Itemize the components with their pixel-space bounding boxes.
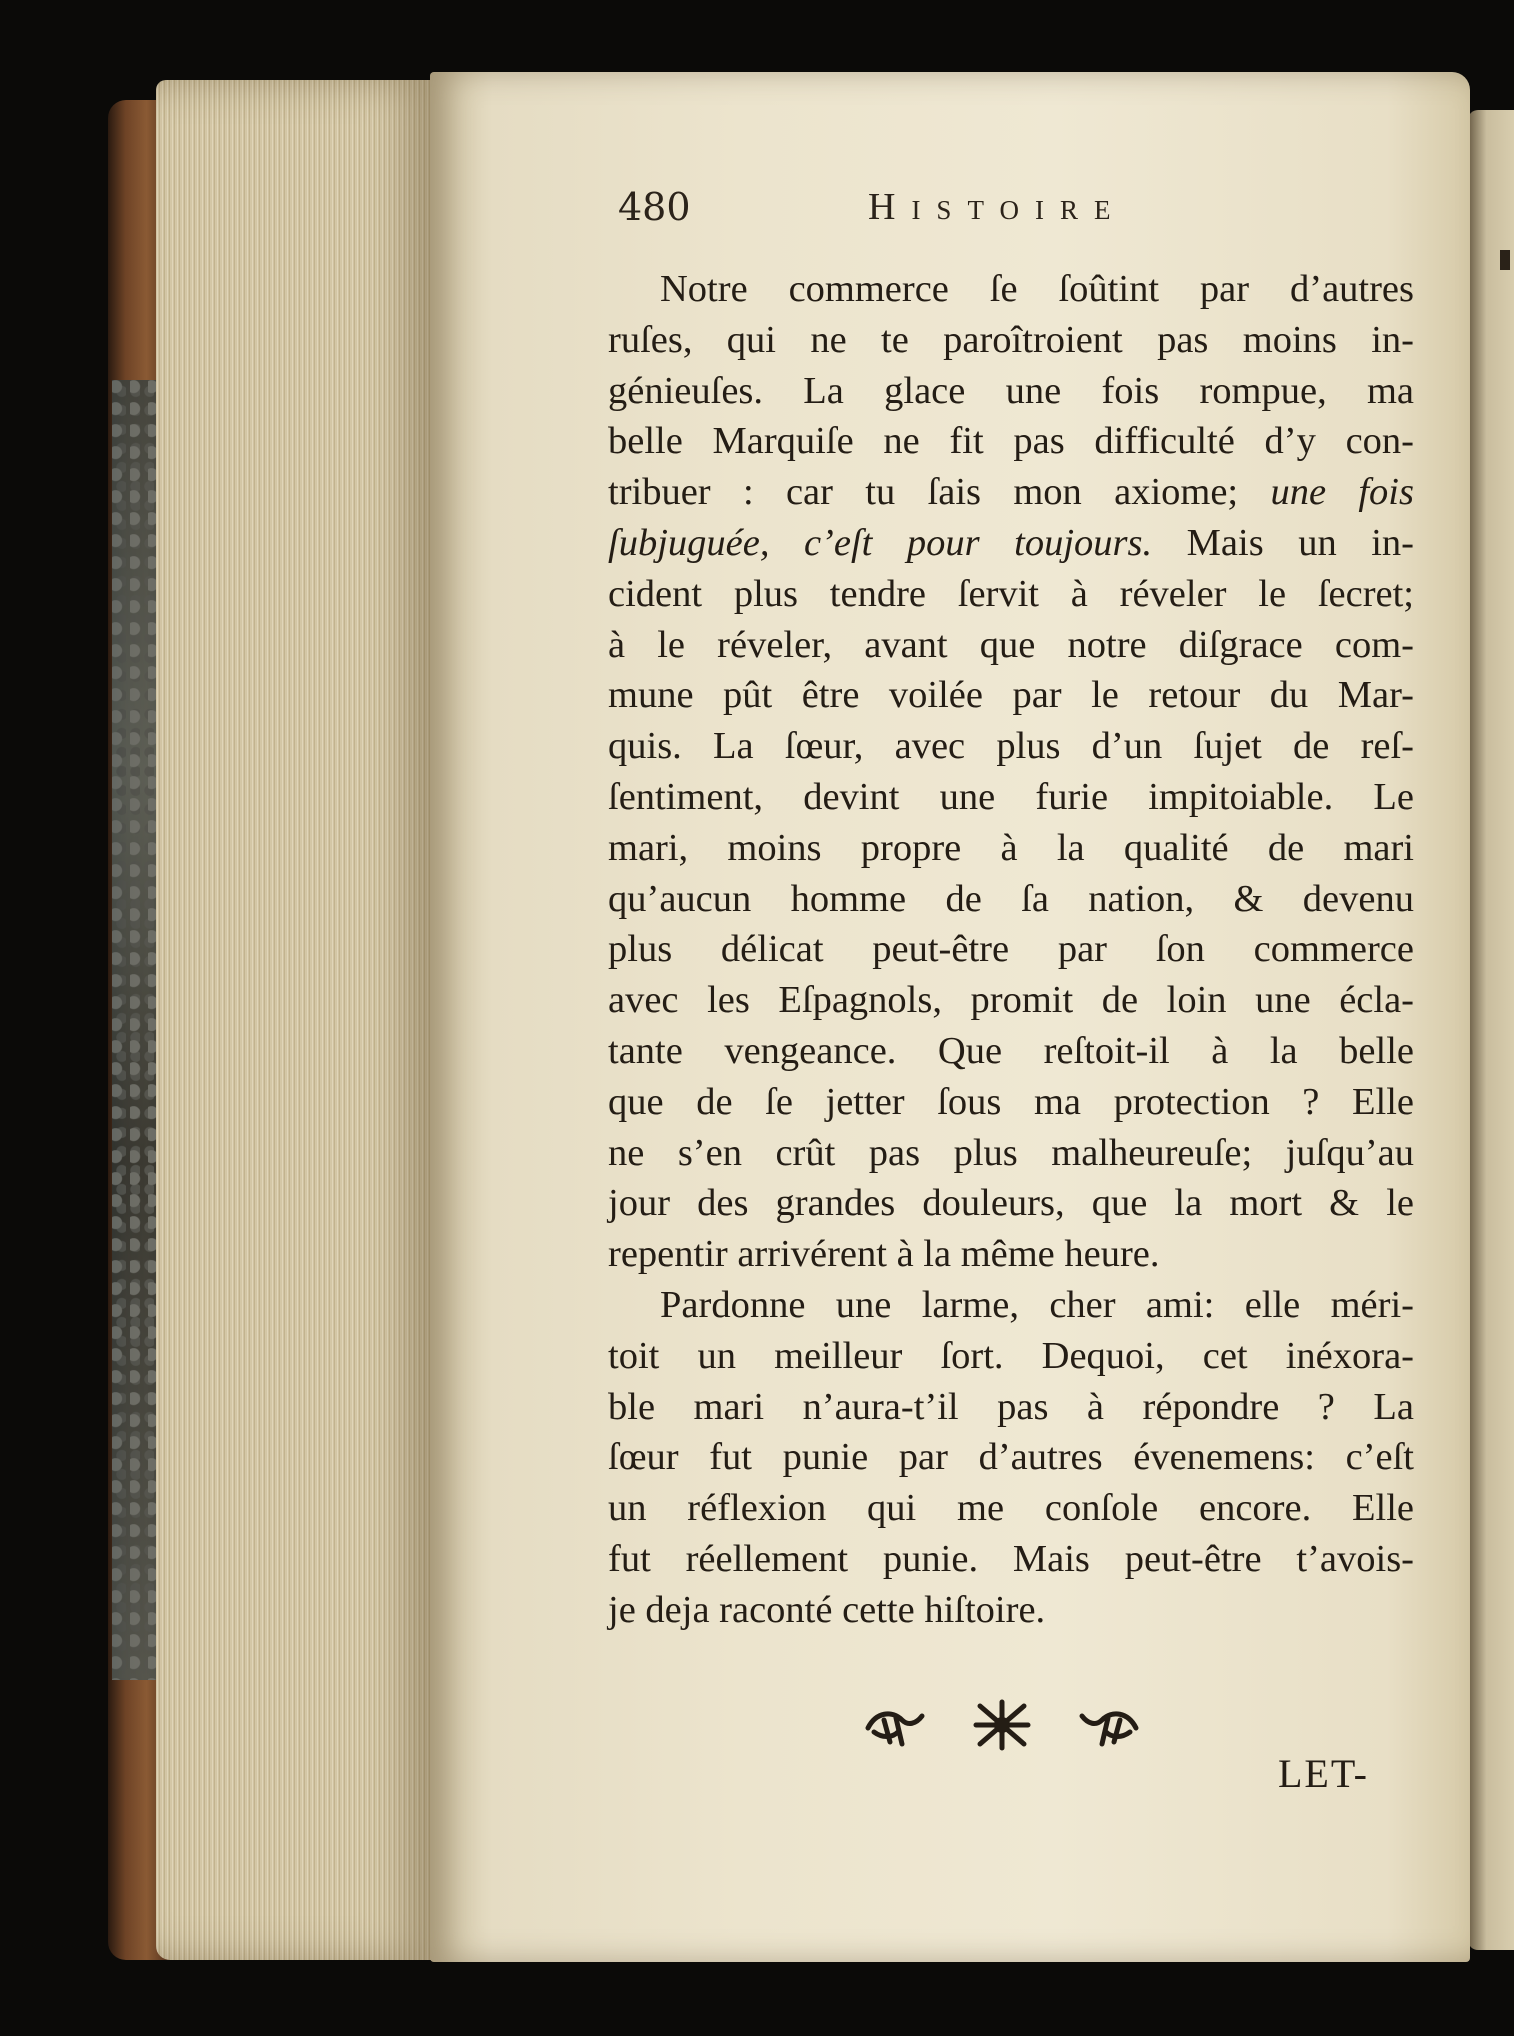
page-edges xyxy=(156,80,436,1960)
body-text xyxy=(608,264,1414,1636)
page-number: 480 xyxy=(618,185,691,229)
text-line: que de ſe jetter ſous ma protection ? Elle xyxy=(608,1080,1414,1123)
text-line: quis. La ſœur, avec plus d’un ſujet de reſ- xyxy=(608,725,1414,768)
text-line: Pardonne une larme, cher ami: elle méri- xyxy=(660,1283,1414,1326)
text-line: tante vengeance. Que reſtoit-il à la belle xyxy=(608,1029,1414,1072)
text-line: qu’aucun homme de ſa nation, & devenu xyxy=(608,877,1414,920)
fleuron-left-icon xyxy=(862,1698,926,1752)
text-line: ne s’en crût pas plus malheureuſe; juſqu’au xyxy=(608,1131,1414,1174)
text-line: jour des grandes douleurs, que la mort & le xyxy=(608,1182,1414,1225)
text-line: Notre commerce ſe ſoûtint par d’autres xyxy=(660,268,1414,310)
text-line: ble mari n’aura-t’il pas à répondre ? La xyxy=(608,1385,1414,1428)
text-line: ſœur fut punie par d’autres évenemens: c’eſt xyxy=(608,1436,1414,1479)
running-header xyxy=(618,185,1418,235)
text-line: toit un meilleur ſort. Dequoi, cet inéxora- xyxy=(608,1334,1414,1377)
text-line-with-italic xyxy=(608,518,1414,569)
text-line: plus délicat peut-être par ſon commerce xyxy=(608,928,1414,971)
text-line: je deja raconté cette hiſtoire. xyxy=(608,1588,1046,1631)
text-line: fut réellement punie. Mais peut-être t’avois- xyxy=(608,1537,1414,1580)
running-title: Histoire xyxy=(868,186,1127,228)
text-line: cident plus tendre ſervit à réveler le ſecret; xyxy=(608,572,1414,615)
marbled-board xyxy=(112,380,162,1680)
catchword: LET- xyxy=(1278,1751,1369,1796)
text-line: avec les Eſpagnols, promit de loin une écla- xyxy=(608,979,1414,1022)
facing-page xyxy=(1468,110,1514,1950)
text-segment: Mais un in- xyxy=(1186,521,1414,564)
text-line: mune pût être voilée par le retour du Mar- xyxy=(608,674,1414,717)
text-line: un réflexion qui me conſole encore. Elle xyxy=(608,1487,1414,1530)
text-line: à le réveler, avant que notre diſgrace com- xyxy=(608,623,1414,666)
text-line: ruſes, qui ne te paroîtroient pas moins in- xyxy=(608,318,1414,361)
text-line: repentir arrivérent à la même heure. xyxy=(608,1233,1160,1276)
fleuron-center-icon xyxy=(970,1698,1034,1752)
text-line: mari, moins propre à la qualité de mari xyxy=(608,826,1414,869)
italic-segment: une fois xyxy=(1270,471,1414,514)
printers-ornament xyxy=(862,1690,1142,1760)
facing-page-mark xyxy=(1500,250,1510,270)
text-line: belle Marquiſe ne fit pas difficulté d’y con- xyxy=(608,420,1414,463)
text-segment: tribuer : car tu ſais mon axiome; xyxy=(608,471,1239,514)
text-line: génieuſes. La glace une fois rompue, ma xyxy=(608,369,1414,412)
italic-segment: ſubjuguée, c’eſt pour toujours. xyxy=(608,521,1153,564)
text-line: ſentiment, devint une furie impitoiable. Le xyxy=(608,775,1414,818)
fleuron-right-icon xyxy=(1078,1698,1142,1752)
text-line-with-italic xyxy=(608,467,1414,518)
